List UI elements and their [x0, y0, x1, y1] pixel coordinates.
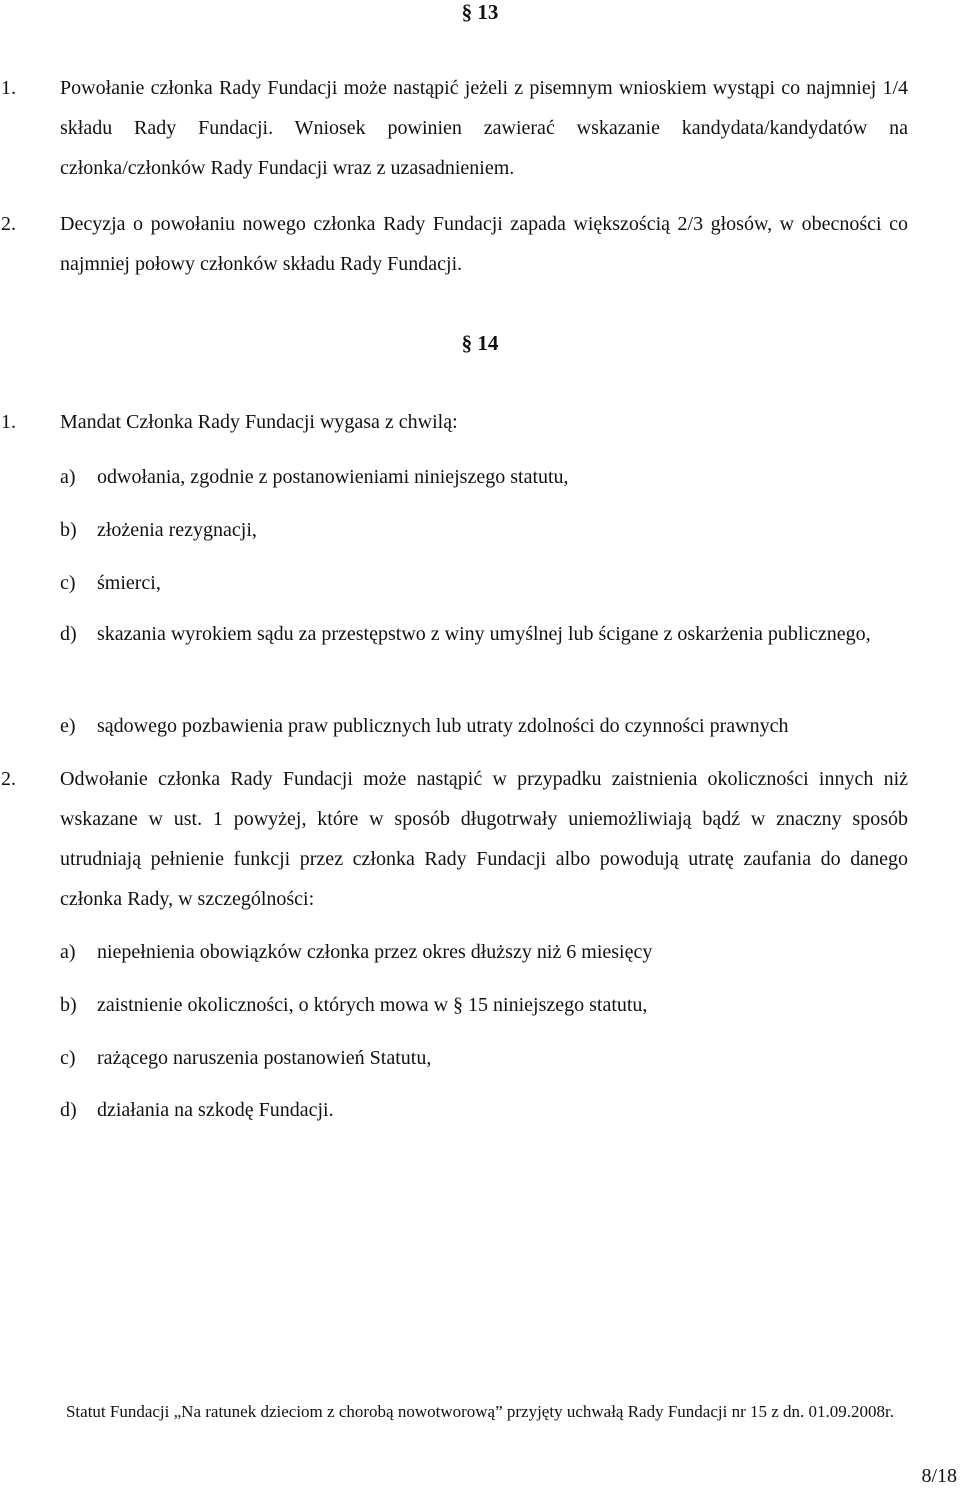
sub-label: a) [60, 941, 76, 963]
sub-text: działania na szkodę Fundacji. [97, 1099, 334, 1121]
sub-label: b) [60, 994, 77, 1016]
section-14-heading: § 14 [461, 331, 499, 355]
s14-2-sub-a [60, 932, 908, 972]
section-13-heading: § 13 [461, 0, 499, 24]
sub-label: c) [60, 1047, 76, 1069]
page-footer: Statut Fundacji „Na ratunek dzieciom z chorobą nowotworową” przyjęty uchwałą Rady Fundacji nr 15 z dn. 01.09.2008r. [65, 1402, 895, 1421]
sub-text: rażącego naruszenia postanowień Statutu, [97, 1047, 432, 1069]
sub-text: niepełnienia obowiązków członka przez okres dłuższy niż 6 miesięcy [97, 941, 653, 963]
s13-item-1 [1, 68, 908, 188]
s14-1-sub-c [60, 563, 908, 603]
sub-label: d) [60, 1099, 77, 1121]
item-text: Powołanie członka Rady Fundacji może nastąpić jeżeli z pisemnym wnioskiem wystąpi co najmniej 1/4 składu Rady Fundacji. Wniosek powinien zawierać wskazanie kandydata/kandydatów na członka/członków Rady Fundacji wraz z uzasadnieniem. [60, 77, 908, 179]
s14-1-sub-d [60, 614, 908, 654]
item-text: Odwołanie członka Rady Fundacji może nastąpić w przypadku zaistnienia okoliczności innych niż wskazane w ust. 1 powyżej, które w sposób długotrwały uniemożliwiają bądź w znaczny sposób utrudniają pełnienie funkcji przez członka Rady Fundacji albo powodują utratę zaufania do danego członka Rady, w szczególności: [60, 768, 908, 910]
sub-text: skazania wyrokiem sądu za przestępstwo z winy umyślnej lub ścigane z oskarżenia publicznego, [97, 623, 871, 645]
s14-item-2 [1, 759, 908, 919]
sub-label: b) [60, 519, 77, 541]
sub-label: a) [60, 466, 76, 488]
sub-label: d) [60, 623, 77, 645]
item-text: Decyzja o powołaniu nowego członka Rady Fundacji zapada większością 2/3 głosów, w obecności co najmniej połowy członków składu Rady Fundacji. [60, 213, 908, 275]
s14-1-sub-b [60, 510, 908, 550]
s14-item-1 [1, 402, 908, 442]
s14-2-sub-c [60, 1038, 908, 1078]
sub-text: śmierci, [97, 572, 161, 594]
item-number: 1. [1, 77, 16, 99]
item-number: 2. [1, 768, 16, 790]
s14-2-sub-d [60, 1090, 908, 1130]
s14-2-sub-b [60, 985, 908, 1025]
s14-1-sub-e [60, 706, 908, 746]
sub-label: e) [60, 715, 76, 737]
item-number: 1. [1, 411, 16, 433]
sub-text: odwołania, zgodnie z postanowieniami niniejszego statutu, [97, 466, 569, 488]
s13-item-2 [1, 204, 908, 284]
item-number: 2. [1, 213, 16, 235]
sub-text: złożenia rezygnacji, [97, 519, 257, 541]
s14-1-sub-a [60, 457, 908, 497]
page-number: 8/18 [921, 1465, 957, 1487]
sub-text: zaistnienie okoliczności, o których mowa w § 15 niniejszego statutu, [97, 994, 648, 1016]
item-text: Mandat Członka Rady Fundacji wygasa z chwilą: [60, 411, 458, 433]
sub-text: sądowego pozbawienia praw publicznych lub utraty zdolności do czynności prawnych [97, 715, 789, 737]
sub-label: c) [60, 572, 76, 594]
